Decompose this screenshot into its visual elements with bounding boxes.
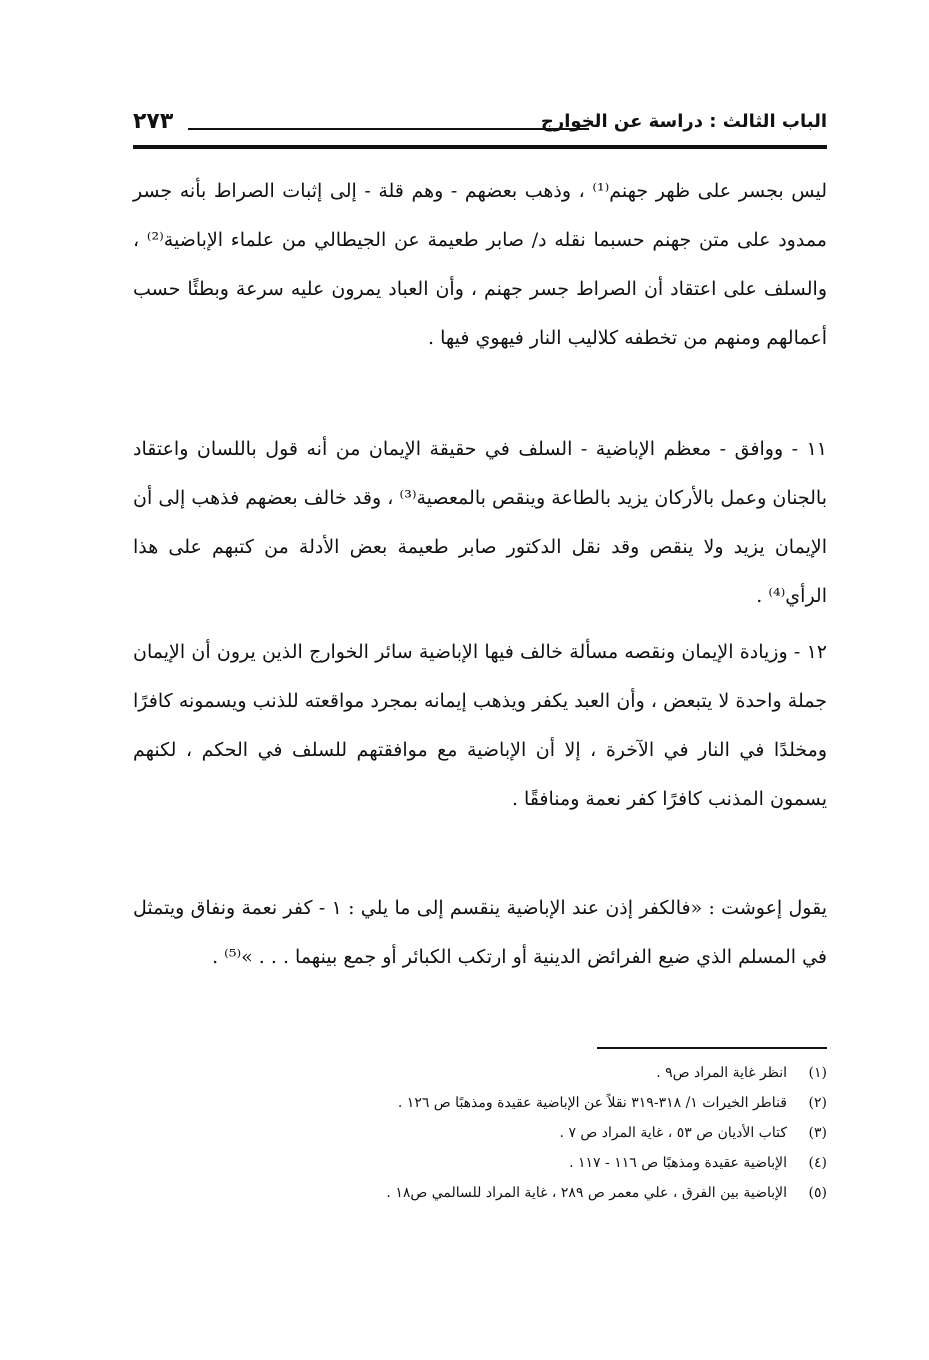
header-line xyxy=(188,128,589,130)
footnote-number: (٣) xyxy=(808,1125,827,1141)
paragraph-4 xyxy=(133,884,827,982)
running-header xyxy=(133,103,827,143)
footnote-text: كتاب الأديان ص ٥٣ ، غاية المراد ص ٧ . xyxy=(559,1125,787,1141)
paragraph-2 xyxy=(133,425,827,621)
footnote-separator xyxy=(597,1047,827,1049)
footnote-4 xyxy=(133,1148,827,1178)
footnote-1 xyxy=(133,1058,827,1088)
footnotes xyxy=(133,1058,827,1208)
paragraph-text: ١٢ - وزيادة الإيمان ونقصه مسألة خالف فيها الإباضية سائر الخوارج الذين يرون أن الإيمان جملة واحدة لا يتبعض ، وأن العبد يكفر ويذهب إيمانه بمجرد مواقعته للذنب ويسمونه كافرًا ومخلدًا في النار في الآخرة ، إلا أن الإباضية مع موافقتهم للسلف في الحكم ، لكنهم يسمون المذنب كافرًا كفر نعمة ومنافقًا . xyxy=(133,641,827,810)
footnote-5 xyxy=(133,1178,827,1208)
footnote-number: (١) xyxy=(808,1065,827,1081)
footnote-number: (٢) xyxy=(808,1095,827,1111)
footnote-text: الإباضية بين الفرق ، علي معمر ص ٢٨٩ ، غاية المراد للسالمي ص١٨ . xyxy=(386,1185,787,1201)
chapter-title: الباب الثالث : دراسة عن الخوارج xyxy=(540,111,827,132)
footnote-number: (٥) xyxy=(808,1185,827,1201)
paragraph-1 xyxy=(133,167,827,363)
footnote-number: (٤) xyxy=(808,1155,827,1171)
paragraph-text: ١١ - ووافق - معظم الإباضية - السلف في حقيقة الإيمان من أنه قول باللسان واعتقاد بالجنان وعمل بالأركان يزيد بالطاعة وينقص بالمعصية⁽³⁾ ، وقد خالف بعضهم فذهب إلى أن الإيمان يزيد ولا ينقص وقد نقل الدكتور صابر طعيمة بعض الأدلة من كتبهم على هذا الرأي⁽⁴⁾ . xyxy=(133,438,827,607)
paragraph-text: يقول إعوشت : «فالكفر إذن عند الإباضية ينقسم إلى ما يلي : ١ - كفر نعمة ونفاق ويتمثل في المسلم الذي ضيع الفرائض الدينية أو ارتكب الكبائر أو جمع بينهما . . . »⁽⁵⁾ . xyxy=(133,897,827,968)
footnote-2 xyxy=(133,1088,827,1118)
header-rule xyxy=(133,145,827,149)
footnote-text: الإباضية عقيدة ومذهبًا ص ١١٦ - ١١٧ . xyxy=(569,1155,787,1171)
paragraph-3 xyxy=(133,628,827,824)
footnote-text: قناطر الخيرات ١/ ٣١٨-٣١٩ نقلاً عن الإباضية عقيدة ومذهبًا ص ١٢٦ . xyxy=(397,1095,787,1111)
footnote-3 xyxy=(133,1118,827,1148)
footnote-text: انظر غاية المراد ص٩ . xyxy=(656,1065,787,1081)
page-number: ٢٧٣ xyxy=(133,109,174,134)
paragraph-text: ليس بجسر على ظهر جهنم⁽¹⁾ ، وذهب بعضهم - وهم قلة - إلى إثبات الصراط بأنه جسر ممدود على متن جهنم حسبما نقله د/ صابر طعيمة عن الجيطالي من علماء الإباضية⁽²⁾ ، والسلف على اعتقاد أن الصراط جسر جهنم ، وأن العباد يمرون عليه سرعة وبطئًا حسب أعمالهم ومنهم من تخطفه كلاليب النار فيهوي فيها . xyxy=(133,180,828,349)
